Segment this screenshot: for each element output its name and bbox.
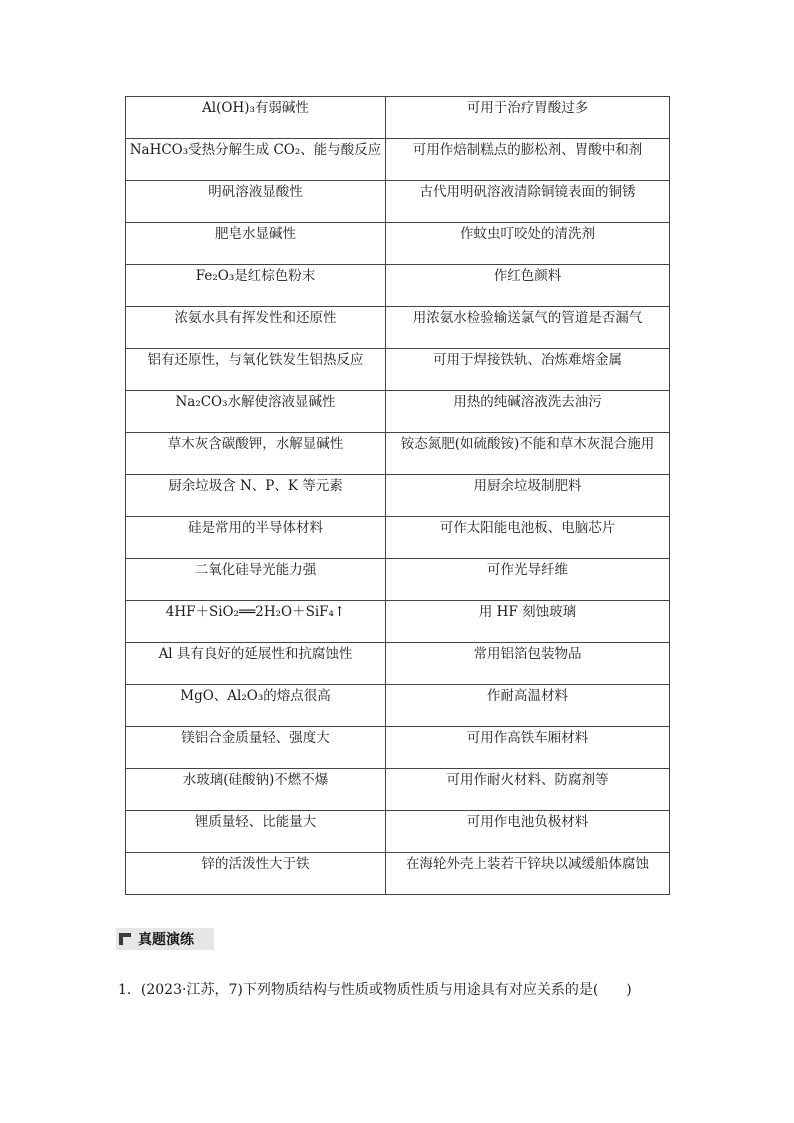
- section-header: [116, 928, 214, 950]
- use-cell: 可用于治疗胃酸过多: [386, 97, 670, 139]
- use-cell: 用厨余垃圾制肥料: [386, 475, 670, 517]
- table-row: [126, 265, 670, 307]
- table-row: [126, 811, 670, 853]
- use-cell: 可作太阳能电池板、电脑芯片: [386, 517, 670, 559]
- table-row: [126, 475, 670, 517]
- table-row: [126, 853, 670, 895]
- section-marker-icon: [119, 933, 131, 945]
- table-row: [126, 433, 670, 475]
- table-row: [126, 391, 670, 433]
- property-cell: 肥皂水显碱性: [126, 223, 386, 265]
- table-body: [126, 97, 670, 895]
- table-row: [126, 139, 670, 181]
- table-row: [126, 601, 670, 643]
- property-cell: 铝有还原性，与氧化铁发生铝热反应: [126, 349, 386, 391]
- property-cell: 厨余垃圾含 N、P、K 等元素: [126, 475, 386, 517]
- use-cell: 用 HF 刻蚀玻璃: [386, 601, 670, 643]
- property-cell: 二氧化硅导光能力强: [126, 559, 386, 601]
- property-cell: Na₂CO₃水解使溶液显碱性: [126, 391, 386, 433]
- property-cell: 明矾溶液显酸性: [126, 181, 386, 223]
- property-cell: Fe₂O₃是红棕色粉末: [126, 265, 386, 307]
- table-row: [126, 685, 670, 727]
- use-cell: 作蚊虫叮咬处的清洗剂: [386, 223, 670, 265]
- table-row: [126, 559, 670, 601]
- question-1: 1．(2023·江苏，7)下列物质结构与性质或物质性质与用途具有对应关系的是( ): [118, 982, 632, 998]
- use-cell: 可作光导纤维: [386, 559, 670, 601]
- use-cell: 用浓氨水检验输送氯气的管道是否漏气: [386, 307, 670, 349]
- use-cell: 可用于焊接铁轨、冶炼难熔金属: [386, 349, 670, 391]
- property-cell: 锌的活泼性大于铁: [126, 853, 386, 895]
- property-cell: 硅是常用的半导体材料: [126, 517, 386, 559]
- property-cell: 浓氨水具有挥发性和还原性: [126, 307, 386, 349]
- use-cell: 可用作耐火材料、防腐剂等: [386, 769, 670, 811]
- table-row: [126, 643, 670, 685]
- property-cell: 草木灰含碳酸钾，水解显碱性: [126, 433, 386, 475]
- property-cell: 4HF＋SiO₂══2H₂O＋SiF₄↑: [126, 601, 386, 643]
- table-row: [126, 307, 670, 349]
- section-title: 真题演练: [138, 932, 194, 948]
- use-cell: 可用作电池负极材料: [386, 811, 670, 853]
- use-cell: 用热的纯碱溶液洗去油污: [386, 391, 670, 433]
- table-row: [126, 349, 670, 391]
- use-cell: 常用铝箔包装物品: [386, 643, 670, 685]
- use-cell: 在海轮外壳上装若干锌块以减缓船体腐蚀: [386, 853, 670, 895]
- table-row: [126, 97, 670, 139]
- use-cell: 作耐高温材料: [386, 685, 670, 727]
- use-cell: 铵态氮肥(如硫酸铵)不能和草木灰混合施用: [386, 433, 670, 475]
- table-row: [126, 181, 670, 223]
- property-cell: NaHCO₃受热分解生成 CO₂、能与酸反应: [126, 139, 386, 181]
- table-row: [126, 769, 670, 811]
- use-cell: 可用作高铁车厢材料: [386, 727, 670, 769]
- use-cell: 可用作焙制糕点的膨松剂、胃酸中和剂: [386, 139, 670, 181]
- property-cell: 水玻璃(硅酸钠)不燃不爆: [126, 769, 386, 811]
- property-cell: 锂质量轻、比能量大: [126, 811, 386, 853]
- use-cell: 古代用明矾溶液清除铜镜表面的铜锈: [386, 181, 670, 223]
- property-cell: Al(OH)₃有弱碱性: [126, 97, 386, 139]
- property-cell: Al 具有良好的延展性和抗腐蚀性: [126, 643, 386, 685]
- use-cell: 作红色颜料: [386, 265, 670, 307]
- table-row: [126, 223, 670, 265]
- property-cell: 镁铝合金质量轻、强度大: [126, 727, 386, 769]
- property-use-table: [125, 96, 670, 895]
- property-cell: MgO、Al₂O₃的熔点很高: [126, 685, 386, 727]
- table-row: [126, 727, 670, 769]
- table-row: [126, 517, 670, 559]
